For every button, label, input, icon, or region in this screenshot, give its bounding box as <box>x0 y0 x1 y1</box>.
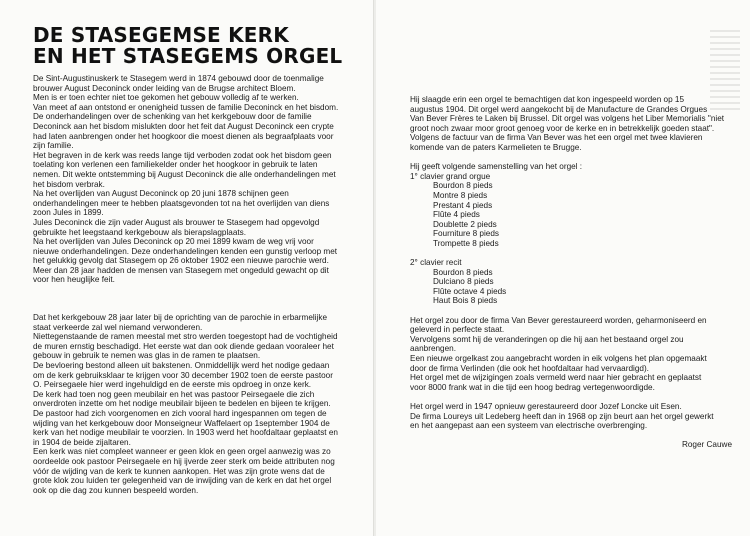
text-line: om de kerk gebruiksklaar te krijgen voor 30 december 1902 toen de eerste pastoor <box>33 370 333 380</box>
text-line: geleverd in perfecte staat. <box>410 325 505 335</box>
text-line: brouwer August Deconinck onder leiding van de Brugse architect Bloem. <box>33 83 296 93</box>
text-line: Bourdon 8 pieds <box>433 181 493 191</box>
right-text-block <box>410 95 740 450</box>
text-line: Trompette 8 pieds <box>433 238 499 248</box>
text-line: Meer dan 28 jaar hadden de mensen van Stasegem met ongeduld gewacht op dit <box>33 265 329 275</box>
text-line: het bisdom verbrak. <box>33 179 105 189</box>
left-text-block-2 <box>33 313 363 495</box>
text-line: Prestant 4 pieds <box>433 200 493 210</box>
clavier-1-heading: 1° clavier grand orgue <box>410 171 491 181</box>
text-line: Niettegenstaande de ramen meestal met stro werden toegestopt had de vochtigheid <box>33 332 338 342</box>
text-line: zijn familie. <box>33 141 74 151</box>
text-line: De Sint-Augustinuskerk te Stasegem werd in 1874 gebouwd door de toenmalige <box>33 74 324 83</box>
text-line: De pastoor had zich voorgenomen en zich vooral hard ingespannen om tegen de <box>33 408 327 418</box>
text-line: groot noch zwaar moor groot genoeg voor de kerke en in betrekkelijk goeden staat". <box>410 123 715 133</box>
text-line: staat verkeerde zal wel niemand verwonderen. <box>33 322 203 332</box>
left-page <box>0 0 374 536</box>
text-line: Flûte octave 4 pieds <box>433 286 507 296</box>
text-line: Dulciano 8 pieds <box>433 277 494 287</box>
text-line: Van Bever Frères te Laken bij Brussel. Dit orgel was volgens het Liber Memorialis "niet <box>410 114 725 124</box>
text-line: de muren ernstig beschadigd. Het eerste wat dan ook diende gedaan vooraleer het <box>33 341 334 351</box>
text-line: Dat het kerkgebouw 28 jaar later bij de oprichting van de parochie in erbarmelijke <box>33 313 328 322</box>
text-line: komende van de paters Karmelieten te Brugge. <box>410 142 582 152</box>
clavier-1-stops <box>410 181 740 248</box>
text-line: Vervolgens somt hij de veranderingen op die hij aan het bestaand orgel zou <box>410 334 684 344</box>
text-line: gebouw in gebruik te nemen was glas in de ramen te plaatsen. <box>33 351 261 361</box>
text-line: oordeelde ook pastoor Peirsegaele en hij ijverde zeer sterk om beide attributen nog <box>33 456 335 466</box>
text-line: ook op die dag zou kunnen bespeeld worden. <box>33 485 199 495</box>
text-line: Haut Bois 8 pieds <box>433 296 498 306</box>
author-signature: Roger Cauwe <box>681 440 732 450</box>
text-line: De onderhandelingen over de schenking van het kerkgebouw door de familie <box>33 112 312 122</box>
text-line: door de firma Verlinden (die ook het hoofdaltaar had vervaardigd). <box>410 363 649 373</box>
restoration-paragraph <box>410 316 740 393</box>
left-text-block-1 <box>33 74 363 285</box>
text-line: De firma Loureys uit Ledeberg heeft dan in 1968 op zijn beurt aan het orgel gewerkt <box>410 411 714 421</box>
text-line: Het orgel werd in 1947 opnieuw gerestaureerd door Jozef Loncke uit Esen. <box>410 402 682 411</box>
text-line: het gelukkig gevolg dat Stasegem op 26 oktober 1902 een nieuwe parochie werd. <box>33 256 329 266</box>
text-line: voor 8000 frank wat in die tijd een hoog bedrag vertegenwoordigde. <box>410 382 655 392</box>
text-line: Na het overlijden van Jules Deconinck op 20 mei 1899 kwam de weg vrij voor <box>33 237 314 247</box>
text-line: Fourniture 8 pieds <box>433 229 499 239</box>
organ-purchase-paragraph <box>410 95 740 153</box>
text-line: Flûte 4 pieds <box>433 210 480 220</box>
text-line: grote klok zou luiden ter gelegenheid van de inwijding van de kerk en dat het orgel <box>33 476 332 486</box>
text-line: nemen. Dit wekte ontstemming bij August Deconinck die alle onderhandelingen met <box>33 169 336 179</box>
clavier-2-stops <box>410 268 740 306</box>
title-line: DE STASEGEMSE KERK <box>33 23 289 47</box>
text-line: Na het overlijden van August Deconinck op 20 juni 1878 schijnen geen <box>33 189 289 199</box>
text-line: De bevloering bestond alleen uit bakstenen. Onmiddellijk werd het nodige gedaan <box>33 360 330 370</box>
text-line: vóór de wijding van de kerk te kunnen aankopen. Het was zijn grote wens dat de <box>33 466 325 476</box>
text-line: Bourdon 8 pieds <box>433 267 493 277</box>
text-line: Montre 8 pieds <box>433 190 488 200</box>
text-line: aanbrengen. <box>410 344 456 354</box>
text-line: wijding van het kerkgebouw door Monseigneur Waffelaert op 1september 1904 de <box>33 418 330 428</box>
text-line: onverdroten inzette om het nodige meubilair bijeen te bedelen en bijeen te krijgen. <box>33 399 331 409</box>
text-line: Een kerk was niet compleet wanneer er geen klok en geen orgel aanwezig was zo <box>33 447 331 457</box>
title-line: EN HET STASEGEMS ORGEL <box>33 44 343 68</box>
text-line: Deconinck aan het bisdom mislukten door het feit dat August Deconinck een crypte <box>33 121 334 131</box>
composition-intro: Hij geeft volgende samenstelling van het orgel : <box>410 162 583 172</box>
right-page <box>376 0 750 536</box>
text-line: en het aangepast aan een systeem van electrische overbrenging. <box>410 421 648 431</box>
text-line: O. Peirsegaele hier werd ingehuldigd en de eerste mis opdroeg in onze kerk. <box>33 380 312 390</box>
text-line: Doublette 2 pieds <box>433 219 497 229</box>
text-line: had laten aanbrengen onder het hoogkoor die moest dienen als begraafplaats voor <box>33 131 334 141</box>
text-line: Het begraven in de kerk was reeds lange tijd verboden zodat ook het bisdom geen <box>33 150 332 160</box>
clavier-2-heading: 2° clavier recit <box>410 258 462 268</box>
text-line: kerk van het nodige meubilair te voorzien. In 1903 werd het hoofdaltaar geplaatst en <box>33 428 338 438</box>
text-line: Hij slaagde erin een orgel te bemachtigen dat kon ingespeeld worden op 15 <box>410 95 685 104</box>
text-line: Een nieuwe orgelkast zou aangebracht worden in eik volgens het plan opgemaakt <box>410 354 707 364</box>
text-line: onderhandelingen meer te hebben plaatsgevonden tot na het overlijden van diens <box>33 198 330 208</box>
text-line: augustus 1904. Dit orgel werd aangekocht bij de Manufacture de Grandes Orgues <box>410 104 708 114</box>
text-line: zoon Jules in 1899. <box>33 208 104 218</box>
text-line: nieuwe onderhandelingen. Deze onderhandelingen kenden een gunstig verloop met <box>33 246 338 256</box>
text-line: Het orgel zou door de firma Van Bever gerestaureerd worden, geharmoniseerd en <box>410 315 707 325</box>
later-restoration-paragraph <box>410 402 740 431</box>
text-line: Jules Deconinck die zijn vader August als brouwer te Stasegem had opgevolgd <box>33 217 320 227</box>
article-title <box>33 25 342 67</box>
text-line: in 1904 de beide zijaltaren. <box>33 437 131 447</box>
text-line: toelating kon verlenen een familiekelder onder het hoogkoor in gebruik te laten <box>33 160 318 170</box>
text-line: Volgens de factuur van de firma Van Bever was het een orgel met twee klavieren <box>410 133 703 143</box>
text-line: Van meet af aan ontstond er onenigheid tussen de familie Deconinck en het bisdom. <box>33 102 339 112</box>
text-line: Men is er toen echter niet toe gekomen het gebouw volledig af te werken. <box>33 93 299 103</box>
text-line: Het orgel met de wijzigingen zoals vermeld werd naar hier gebracht en geplaatst <box>410 373 702 383</box>
text-line: voor hen heuglijke feit. <box>33 275 115 285</box>
text-line: De kerk had toen nog geen meubilair en het was pastoor Peirsegaele die zich <box>33 389 315 399</box>
text-line: gebruikte het leegstaand kerkgebouw als bierapslagplaats. <box>33 227 247 237</box>
